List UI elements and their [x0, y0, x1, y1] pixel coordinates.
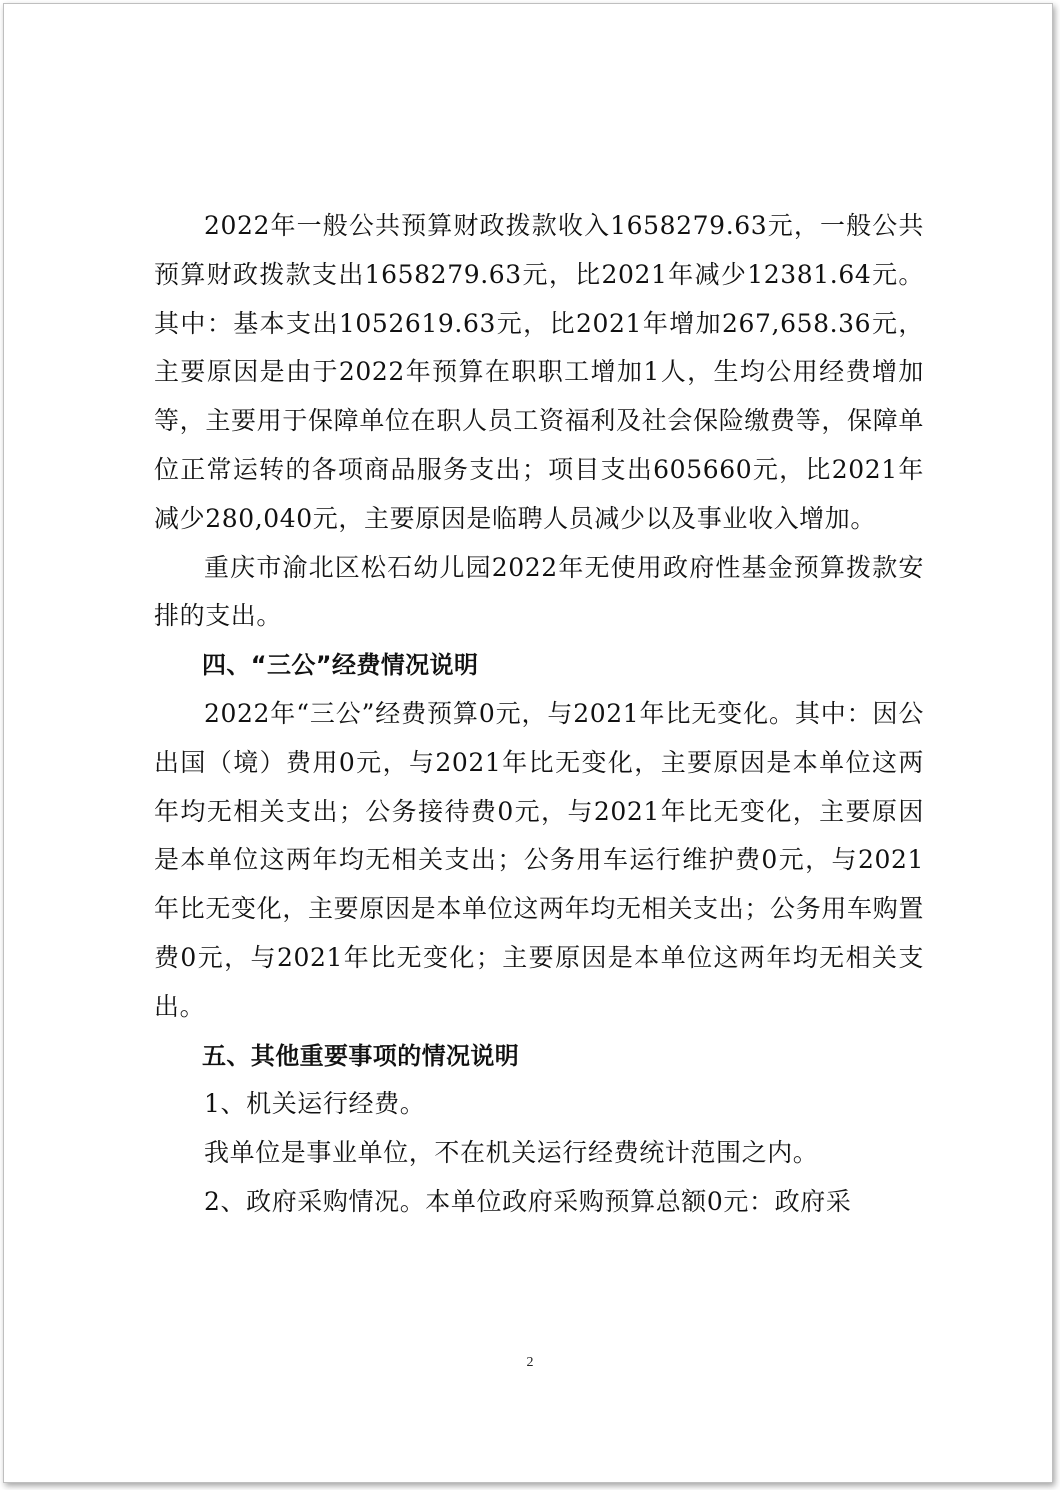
paragraph-government-procurement: 2、政府采购情况。本单位政府采购预算总额0元：政府采	[204, 1186, 852, 1216]
page-number: 2	[526, 1355, 534, 1370]
document-page	[3, 3, 1053, 1483]
paragraph-government-fund: 重庆市渝北区松石幼儿园2022年无使用政府性基金预算拨款安排的支出。	[154, 552, 924, 631]
section-heading-three-public-expenses: 四、“三公”经费情况说明	[202, 651, 479, 680]
paragraph-budget-appropriation: 2022年一般公共预算财政拨款收入1658279.63元，一般公共预算财政拨款支出1658279.63元，比2021年减少12381.64元。其中：基本支出1052619.63元，比2021年增加267,658.36元，主要原因是由于2022年预算在职职工增加1人，生均公用经费增加等，主要用于保障单位在职人员工资福利及社会保险缴费等，保障单位正常运转的各项商品服务支出；项目支出605660元，比2021年减少280,040元，主要原因是临聘人员减少以及事业收入增加。	[154, 211, 924, 533]
paragraph-operating-expenses-title: 1、机关运行经费。	[204, 1089, 426, 1119]
paragraph-operating-expenses-body: 我单位是事业单位，不在机关运行经费统计范围之内。	[204, 1138, 819, 1168]
section-heading-other-matters: 五、其他重要事项的情况说明	[202, 1041, 520, 1070]
document-body	[154, 202, 924, 1227]
paragraph-three-public-expenses: 2022年“三公”经费预算0元，与2021年比无变化。其中：因公出国（境）费用0元，与2021年比无变化，主要原因是本单位这两年均无相关支出；公务接待费0元，与2021年比无变化，主要原因是本单位这两年均无相关支出；公务用车运行维护费0元，与2021年比无变化，主要原因是本单位这两年均无相关支出；公务用车购置费0元，与2021年比无变化；主要原因是本单位这两年均无相关支出。	[154, 698, 924, 1021]
